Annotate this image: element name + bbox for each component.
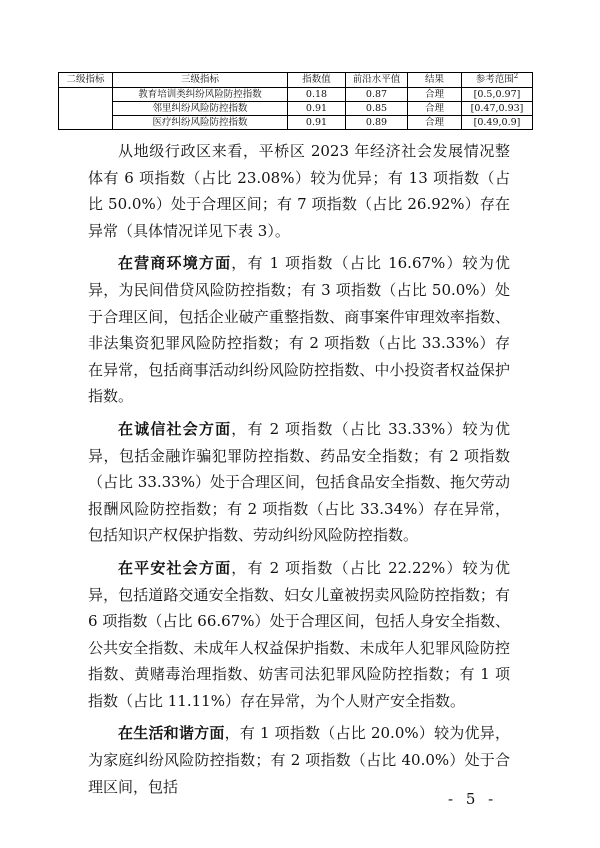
header-frontier: 前沿水平值 xyxy=(346,73,408,88)
indicator-value: 0.91 xyxy=(288,102,346,116)
paragraph-harmonious-life xyxy=(88,720,510,800)
header-level2: 二级指标 xyxy=(59,73,113,88)
header-range-label: 参考范围 xyxy=(475,74,514,85)
result: 合理 xyxy=(408,102,462,116)
paragraph-safe-society xyxy=(88,555,510,715)
header-range xyxy=(462,73,533,88)
frontier-value: 0.85 xyxy=(346,102,408,116)
section-lead: 在诚信社会方面 xyxy=(118,419,232,438)
reference-range: [0.49,0.9] xyxy=(462,116,533,130)
header-level3: 三级指标 xyxy=(113,73,288,88)
indicator-value: 0.18 xyxy=(288,88,346,102)
paragraph-business-environment xyxy=(88,250,510,410)
paragraph-credit-society xyxy=(88,416,510,549)
indicator-name: 邻里纠纷风险防控指数 xyxy=(113,102,288,116)
body-text xyxy=(88,138,510,800)
level2-cell xyxy=(59,88,113,130)
section-lead: 在营商环境方面 xyxy=(118,254,232,273)
indicator-name: 医疗纠纷风险防控指数 xyxy=(113,116,288,130)
overview-text: 从地级行政区来看，平桥区 2023 年经济社会发展情况整体有 6 项指数（占比 23.08%）较为优异；有 13 项指数（占比 50.0%）处于合理区间；有 7 项指数（占比 26.92%）存在异常（具体情况详见下表 3）。 xyxy=(88,142,510,240)
table-row xyxy=(59,116,533,130)
page-number: - 5 - xyxy=(448,790,498,808)
index-table xyxy=(58,72,533,130)
section-lead: 在平安社会方面 xyxy=(118,558,232,577)
reference-range: [0.5,0.97] xyxy=(462,88,533,102)
frontier-value: 0.87 xyxy=(346,88,408,102)
paragraph-text: ，有 2 项指数（占比 33.33%）较为优异，包括金融诈骗犯罪防控指数、药品安全指数；有 2 项指数（占比 33.33%）处于合理区间，包括食品安全指数、拖欠劳动报酬风险防控指数；有 2 项指数（占比 33.34%）存在异常，包括知识产权保护指数、劳动纠纷风险防控指数。 xyxy=(88,419,510,545)
table-header-row xyxy=(59,73,533,88)
header-value: 指数值 xyxy=(288,73,346,88)
result: 合理 xyxy=(408,88,462,102)
table-row xyxy=(59,102,533,116)
paragraph-text: ，有 1 项指数（占比 16.67%）较为优异，为民间借贷风险防控指数；有 3 项指数（占比 50.0%）处于合理区间，包括企业破产重整指数、商事案件审理效率指数、非法集资犯罪风险防控指数；有 2 项指数（占比 33.33%）存在异常，包括商事活动纠纷风险防控指数、中小投资者权益保护指数。 xyxy=(88,254,510,406)
paragraph-text: ，有 2 项指数（占比 22.22%）较为优异，包括道路交通安全指数、妇女儿童被拐卖风险防控指数；有 6 项指数（占比 66.67%）处于合理区间，包括人身安全指数、公共安全指数、未成年人权益保护指数、未成年人犯罪风险防控指数、黄赌毒治理指数、妨害司法犯罪风险防控指数；有 1 项指数（占比 11.11%）存在异常，为个人财产安全指数。 xyxy=(88,558,510,710)
frontier-value: 0.89 xyxy=(346,116,408,130)
indicator-name: 教育培训类纠纷风险防控指数 xyxy=(113,88,288,102)
result: 合理 xyxy=(408,116,462,130)
paragraph-text: ，有 1 项指数（占比 20.0%）较为优异，为家庭纠纷风险防控指数；有 2 项指数（占比 40.0%）处于合理区间，包括 xyxy=(88,724,510,796)
indicator-value: 0.91 xyxy=(288,116,346,130)
footnote-marker: 2 xyxy=(513,72,519,80)
table-row xyxy=(59,88,533,102)
header-result: 结果 xyxy=(408,73,462,88)
paragraph-overview xyxy=(88,138,510,244)
section-lead: 在生活和谐方面 xyxy=(118,724,225,743)
reference-range: [0.47,0.93] xyxy=(462,102,533,116)
